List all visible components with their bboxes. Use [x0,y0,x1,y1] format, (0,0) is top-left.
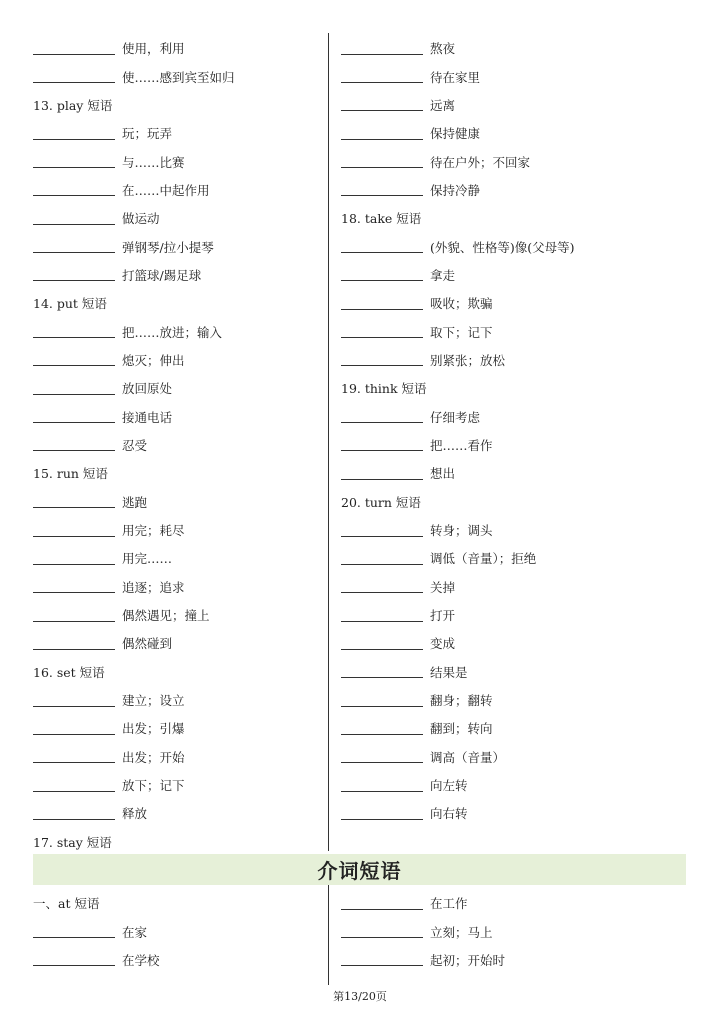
phrase-item [341,658,681,686]
phrase-meaning: 熬夜 [430,41,456,57]
phrase-group-heading [33,889,323,917]
phrase-item [33,743,323,771]
phrase-meaning: 结果是 [430,664,468,680]
answer-blank[interactable] [33,953,115,966]
heading-label: 19. think 短语 [341,381,427,397]
answer-blank[interactable] [341,925,423,938]
phrase-group-heading [341,488,681,516]
phrase-item [341,544,681,572]
page-number: 第13/20页 [333,990,387,1003]
phrase-item [341,402,681,430]
phrase-meaning: 追逐；追求 [122,579,185,595]
answer-blank[interactable] [33,807,115,820]
phrase-meaning: 做运动 [122,211,160,227]
answer-blank[interactable] [341,438,423,451]
phrase-meaning: 放回原处 [122,381,173,397]
answer-blank[interactable] [33,609,115,622]
phrase-item [341,917,681,945]
phrase-item [341,714,681,742]
phrase-meaning: 仔细考虑 [430,409,481,425]
answer-blank[interactable] [33,268,115,281]
answer-blank[interactable] [341,580,423,593]
phrase-meaning: 待在户外；不回家 [430,154,531,170]
answer-blank[interactable] [33,410,115,423]
heading-label: 18. take 短语 [341,211,422,227]
answer-blank[interactable] [33,42,115,55]
answer-blank[interactable] [33,212,115,225]
answer-blank[interactable] [341,609,423,622]
phrase-item [33,799,323,827]
phrase-item [341,119,681,147]
phrase-item [341,346,681,374]
phrase-meaning: 变成 [430,636,456,652]
phrase-item [341,91,681,119]
section-title: 介词短语 [33,854,686,885]
phrase-item [341,289,681,317]
phrase-item [33,232,323,260]
phrase-meaning: 用完…… [122,551,173,567]
phrase-meaning: 出发；引爆 [122,721,185,737]
phrase-meaning: 与……比赛 [122,154,185,170]
phrase-item [33,119,323,147]
phrase-meaning: 弹钢琴/拉小提琴 [122,239,214,255]
phrase-meaning: 打篮球/踢足球 [122,267,202,283]
phrase-meaning: 向左转 [430,778,468,794]
answer-blank[interactable] [33,155,115,168]
phrase-meaning: 使……感到宾至如归 [122,69,235,85]
phrase-meaning: 待在家里 [430,69,481,85]
phrase-meaning: 保持冷静 [430,182,481,198]
phrase-item [341,431,681,459]
phrase-item [33,204,323,232]
phrase-item [33,573,323,601]
phrase-item [33,488,323,516]
phrase-meaning: 调低（音量）；拒绝 [430,551,537,567]
answer-blank[interactable] [341,694,423,707]
heading-label: 一、at 短语 [33,896,100,912]
phrase-item [33,147,323,175]
answer-blank[interactable] [341,268,423,281]
phrase-meaning: 翻到；转向 [430,721,493,737]
phrase-meaning: 偶然碰到 [122,636,173,652]
phrase-meaning: 在家 [122,924,148,940]
answer-blank[interactable] [341,410,423,423]
answer-blank[interactable] [33,552,115,565]
answer-blank[interactable] [341,353,423,366]
phrase-meaning: 释放 [122,806,148,822]
heading-label: 13. play 短语 [33,97,113,113]
phrase-meaning: 向右转 [430,806,468,822]
heading-label: 17. stay 短语 [33,834,112,850]
phrase-meaning: 熄灭；伸出 [122,352,185,368]
phrase-meaning: 拿走 [430,267,456,283]
answer-blank[interactable] [341,297,423,310]
phrase-item [33,402,323,430]
phrase-item [341,62,681,90]
phrase-item [33,176,323,204]
phrase-item [341,317,681,345]
heading-label: 16. set 短语 [33,664,105,680]
phrase-item [341,946,681,974]
phrase-meaning: (外貌、性格等)像(父母等) [430,239,575,255]
answer-blank[interactable] [33,127,115,140]
phrase-meaning: 翻身；翻转 [430,693,493,709]
answer-blank[interactable] [33,382,115,395]
answer-blank[interactable] [341,722,423,735]
phrase-item [33,346,323,374]
phrase-meaning: 转身；调头 [430,523,493,539]
phrase-meaning: 想出 [430,466,456,482]
phrase-item [33,516,323,544]
phrase-item [33,261,323,289]
phrase-group-heading [33,828,323,856]
phrase-meaning: 取下；记下 [430,324,493,340]
phrase-item [341,686,681,714]
phrase-item [33,601,323,629]
answer-blank[interactable] [33,580,115,593]
phrase-item [341,629,681,657]
answer-blank[interactable] [341,325,423,338]
answer-blank[interactable] [341,155,423,168]
answer-blank[interactable] [341,637,423,650]
phrase-meaning: 放下；记下 [122,778,185,794]
phrase-meaning: 逃跑 [122,494,148,510]
phrase-meaning: 使用，利用 [122,41,185,57]
phrase-item [341,147,681,175]
phrase-item [341,601,681,629]
phrase-item [33,62,323,90]
answer-blank[interactable] [341,467,423,480]
phrase-meaning: 在工作 [430,896,468,912]
phrase-item [33,374,323,402]
answer-blank[interactable] [341,953,423,966]
phrase-item [33,714,323,742]
phrase-item [341,799,681,827]
answer-blank[interactable] [341,524,423,537]
answer-blank[interactable] [341,98,423,111]
phrase-group-heading [33,91,323,119]
answer-blank[interactable] [33,240,115,253]
phrase-meaning: 保持健康 [430,126,481,142]
heading-label: 14. put 短语 [33,296,107,312]
phrase-group-heading [341,374,681,402]
phrase-meaning: 接通电话 [122,409,173,425]
phrase-item [33,771,323,799]
answer-blank[interactable] [341,42,423,55]
answer-blank[interactable] [33,637,115,650]
answer-blank[interactable] [33,750,115,763]
bottom-right-column [341,889,681,974]
phrase-item [341,176,681,204]
phrase-item [341,573,681,601]
phrase-item [33,629,323,657]
heading-label: 15. run 短语 [33,466,108,482]
phrase-meaning: 建立；设立 [122,693,185,709]
phrase-meaning: 远离 [430,97,456,113]
answer-blank[interactable] [33,183,115,196]
answer-blank[interactable] [33,495,115,508]
phrase-item [33,686,323,714]
phrase-item [33,431,323,459]
answer-blank[interactable] [33,70,115,83]
phrase-group-heading [33,459,323,487]
phrase-meaning: 在学校 [122,952,160,968]
phrase-meaning: 别紧张；放松 [430,352,506,368]
answer-blank[interactable] [33,722,115,735]
phrase-meaning: 起初；开始时 [430,952,506,968]
answer-blank[interactable] [33,438,115,451]
phrase-meaning: 调高（音量） [430,749,506,765]
phrase-meaning: 把……放进；输入 [122,324,223,340]
answer-blank[interactable] [341,183,423,196]
phrase-meaning: 在……中起作用 [122,182,210,198]
phrase-group-heading [33,658,323,686]
answer-blank[interactable] [341,750,423,763]
bottom-left-column [33,889,323,974]
phrase-meaning: 玩；玩弄 [122,126,173,142]
right-column [341,34,681,828]
phrase-item [33,946,323,974]
phrase-group-heading [341,204,681,232]
answer-blank[interactable] [341,807,423,820]
phrase-item [341,743,681,771]
phrase-meaning: 偶然遇见；撞上 [122,608,210,624]
answer-blank[interactable] [341,665,423,678]
phrase-item [341,34,681,62]
phrase-meaning: 关掉 [430,579,456,595]
phrase-item [33,34,323,62]
phrase-item [33,317,323,345]
answer-blank[interactable] [341,70,423,83]
phrase-item [341,889,681,917]
answer-blank[interactable] [33,694,115,707]
phrase-item [341,459,681,487]
phrase-meaning: 用完；耗尽 [122,523,185,539]
answer-blank[interactable] [341,127,423,140]
phrase-item [341,232,681,260]
heading-label: 20. turn 短语 [341,494,421,510]
answer-blank[interactable] [33,925,115,938]
phrase-meaning: 出发；开始 [122,749,185,765]
column-divider-bottom [328,885,329,985]
phrase-meaning: 吸收；欺骗 [430,296,493,312]
phrase-meaning: 把……看作 [430,437,493,453]
answer-blank[interactable] [341,779,423,792]
phrase-item [33,544,323,572]
answer-blank[interactable] [341,552,423,565]
phrase-item [341,516,681,544]
answer-blank[interactable] [33,779,115,792]
phrase-meaning: 忍受 [122,437,148,453]
phrase-group-heading [33,289,323,317]
phrase-meaning: 立刻；马上 [430,924,493,940]
answer-blank[interactable] [33,353,115,366]
answer-blank[interactable] [341,897,423,910]
phrase-item [341,261,681,289]
answer-blank[interactable] [33,325,115,338]
answer-blank[interactable] [33,524,115,537]
left-column [33,34,323,856]
phrase-item [33,917,323,945]
column-divider [328,33,329,851]
phrase-item [341,771,681,799]
phrase-meaning: 打开 [430,608,456,624]
answer-blank[interactable] [341,240,423,253]
